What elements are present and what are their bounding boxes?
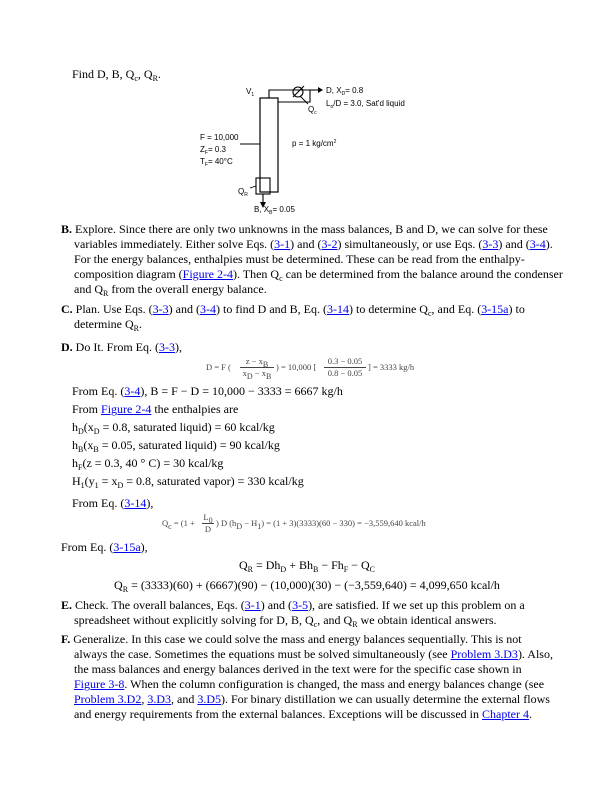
v1-label: $V_1$ [246,87,255,98]
line-from-eq-3-14: From Eq. (3-14), [72,496,154,510]
intro-line: Find D, B, $Q_c$, $Q_R$. [72,67,161,83]
line-hb: $h_B(x_B = 0.05$, saturated liquid) = 90 kcal/kg [72,438,280,454]
line-from-eq-3-15a: From Eq. (3-15a), [61,540,148,554]
link-eq-3-4[interactable]: 3-4 [200,302,216,316]
section-c: C. Plan. Use Eqs. (3-3) and (3-4) to find D and B, Eq. (3-14) to determine $Q_c$, and Eq. (3-15a) to determine $Q_R$. [61,302,525,333]
line-h1: $H_1(y_1 = x_D = 0.8$, saturated vapor) = 330 kcal/kg [72,474,304,490]
link-eq-3-15a[interactable]: 3-15a [481,302,509,316]
link-eq-3-3[interactable]: 3-3 [482,237,499,251]
qc-label: $Q_c$ [308,105,317,116]
link-3-d3[interactable]: 3.D3 [147,692,172,706]
link-figure-2-4[interactable]: Figure 2-4 [101,402,152,416]
line-enthalpies: From Figure 2-4 the enthalpies are [72,402,239,416]
feed-comp-label: $Z_F= 0.3$ [200,145,226,156]
link-eq-3-3[interactable]: 3-3 [152,302,169,316]
section-b: B. Explore. Since there are only two unknowns in the mass balances, B and D, we can solve for these variables immediately. Either solve Eqs. (3-1) and (3-2) simultaneously, or use Eqs. (3-3) and (3-4). For the energy balances, enthalpies must be determined. These can be read from the enthalpy-composition diagram (Figure 2-4). Then $Q_c$ can be determined from the balance around the condenser and $Q_R$ from the overall energy balance. [61,222,563,298]
link-eq-3-1[interactable]: 3-1 [244,598,261,612]
link-eq-3-4[interactable]: 3-4 [124,384,141,398]
equation-qr-numeric: $Q_R = (3333)(60) + (6667)(90) - (10,000)(30) - (-3,559,640) = 4,099,650$ kcal/h [114,578,500,594]
pressure-label: p = 1 $kg/cm^2$ [292,139,337,148]
link-figure-2-4[interactable]: Figure 2-4 [182,267,233,281]
line-hf: $h_F(z = 0.3$, 40 ° C) = 30 kcal/kg [72,456,224,472]
link-eq-3-5[interactable]: 3-5 [292,598,309,612]
line-hd: $h_D(x_D = 0.8$, saturated liquid) = 60 kcal/kg [72,420,275,436]
section-d-heading: D. Do It. From Eq. (3-3), [61,340,182,354]
link-problem-3-d3[interactable]: Problem 3.D3 [450,647,518,661]
equation-d: D = F ( $z - x_B$ $x_D - x_B$ ) = 10,000 [ 0.3 − 0.05 0.8 − 0.05 ] = 3333 kg/h [206,356,415,381]
link-eq-3-4[interactable]: 3-4 [529,237,546,251]
link-eq-3-3[interactable]: 3-3 [159,340,175,354]
link-eq-3-1[interactable]: 3-1 [274,237,291,251]
feed-rate-label: F = 10,000 [200,133,239,142]
link-eq-3-15a[interactable]: 3-15a [113,540,141,554]
section-f: F. Generalize. In this case we could solve the mass and energy balances sequentially. This is not always the case. Sometimes the equations must be solved simultaneously (see Problem 3.D3). Also, the mass balances and energy balances derived in the text were for the specific case shown in Figure 3-8. When the column configuration is changed, the mass and energy balances change (see Problem 3.D2, 3.D3, and 3.D5). For binary distillation we can usually determine the external flows and energy requirements from the external balances. Exceptions will be discussed in Chapter 4. [61,632,553,721]
link-eq-3-14[interactable]: 3-14 [124,496,147,510]
equation-qc: $Q_c = (1$ + $L_0$ D ) D $(h_D - H_1) = (1 + 3)(3333)(60 - 330) = -3,559,640$ kcal/h [162,512,426,534]
line-b-value: From Eq. (3-4), B = F − D = 10,000 − 3333 = 6667 kg/h [72,384,343,398]
section-e: E. Check. The overall balances, Eqs. (3-1) and (3-5), are satisfied. If we set up this problem on a spreadsheet without explicitly solving for D, B, $Q_c$, and $Q_R$ we obtain identical answers. [61,598,525,629]
reflux-label: $L_o/D = 3.0$, Sat'd liquid [326,99,405,110]
distillate-label: D, $X_D= 0.8$ [326,86,364,97]
feed-temp-label: $T_F= 40^\circ C$ [200,157,233,168]
link-problem-3-d2[interactable]: Problem 3.D2 [74,692,142,706]
link-eq-3-2[interactable]: 3-2 [321,237,338,251]
equation-qr-symbolic: $Q_R = Dh_D + Bh_B - Fh_F - Q_C$ [238,558,376,574]
bottoms-label: B, $X_B= 0.05$ [254,205,295,216]
distillation-column-diagram [180,82,470,217]
link-eq-3-14[interactable]: 3-14 [326,302,349,316]
link-chapter-4[interactable]: Chapter 4 [481,707,529,721]
qr-label: $Q_R$ [238,187,248,198]
link-3-d5[interactable]: 3.D5 [197,692,222,706]
link-figure-3-8[interactable]: Figure 3-8 [74,677,125,691]
